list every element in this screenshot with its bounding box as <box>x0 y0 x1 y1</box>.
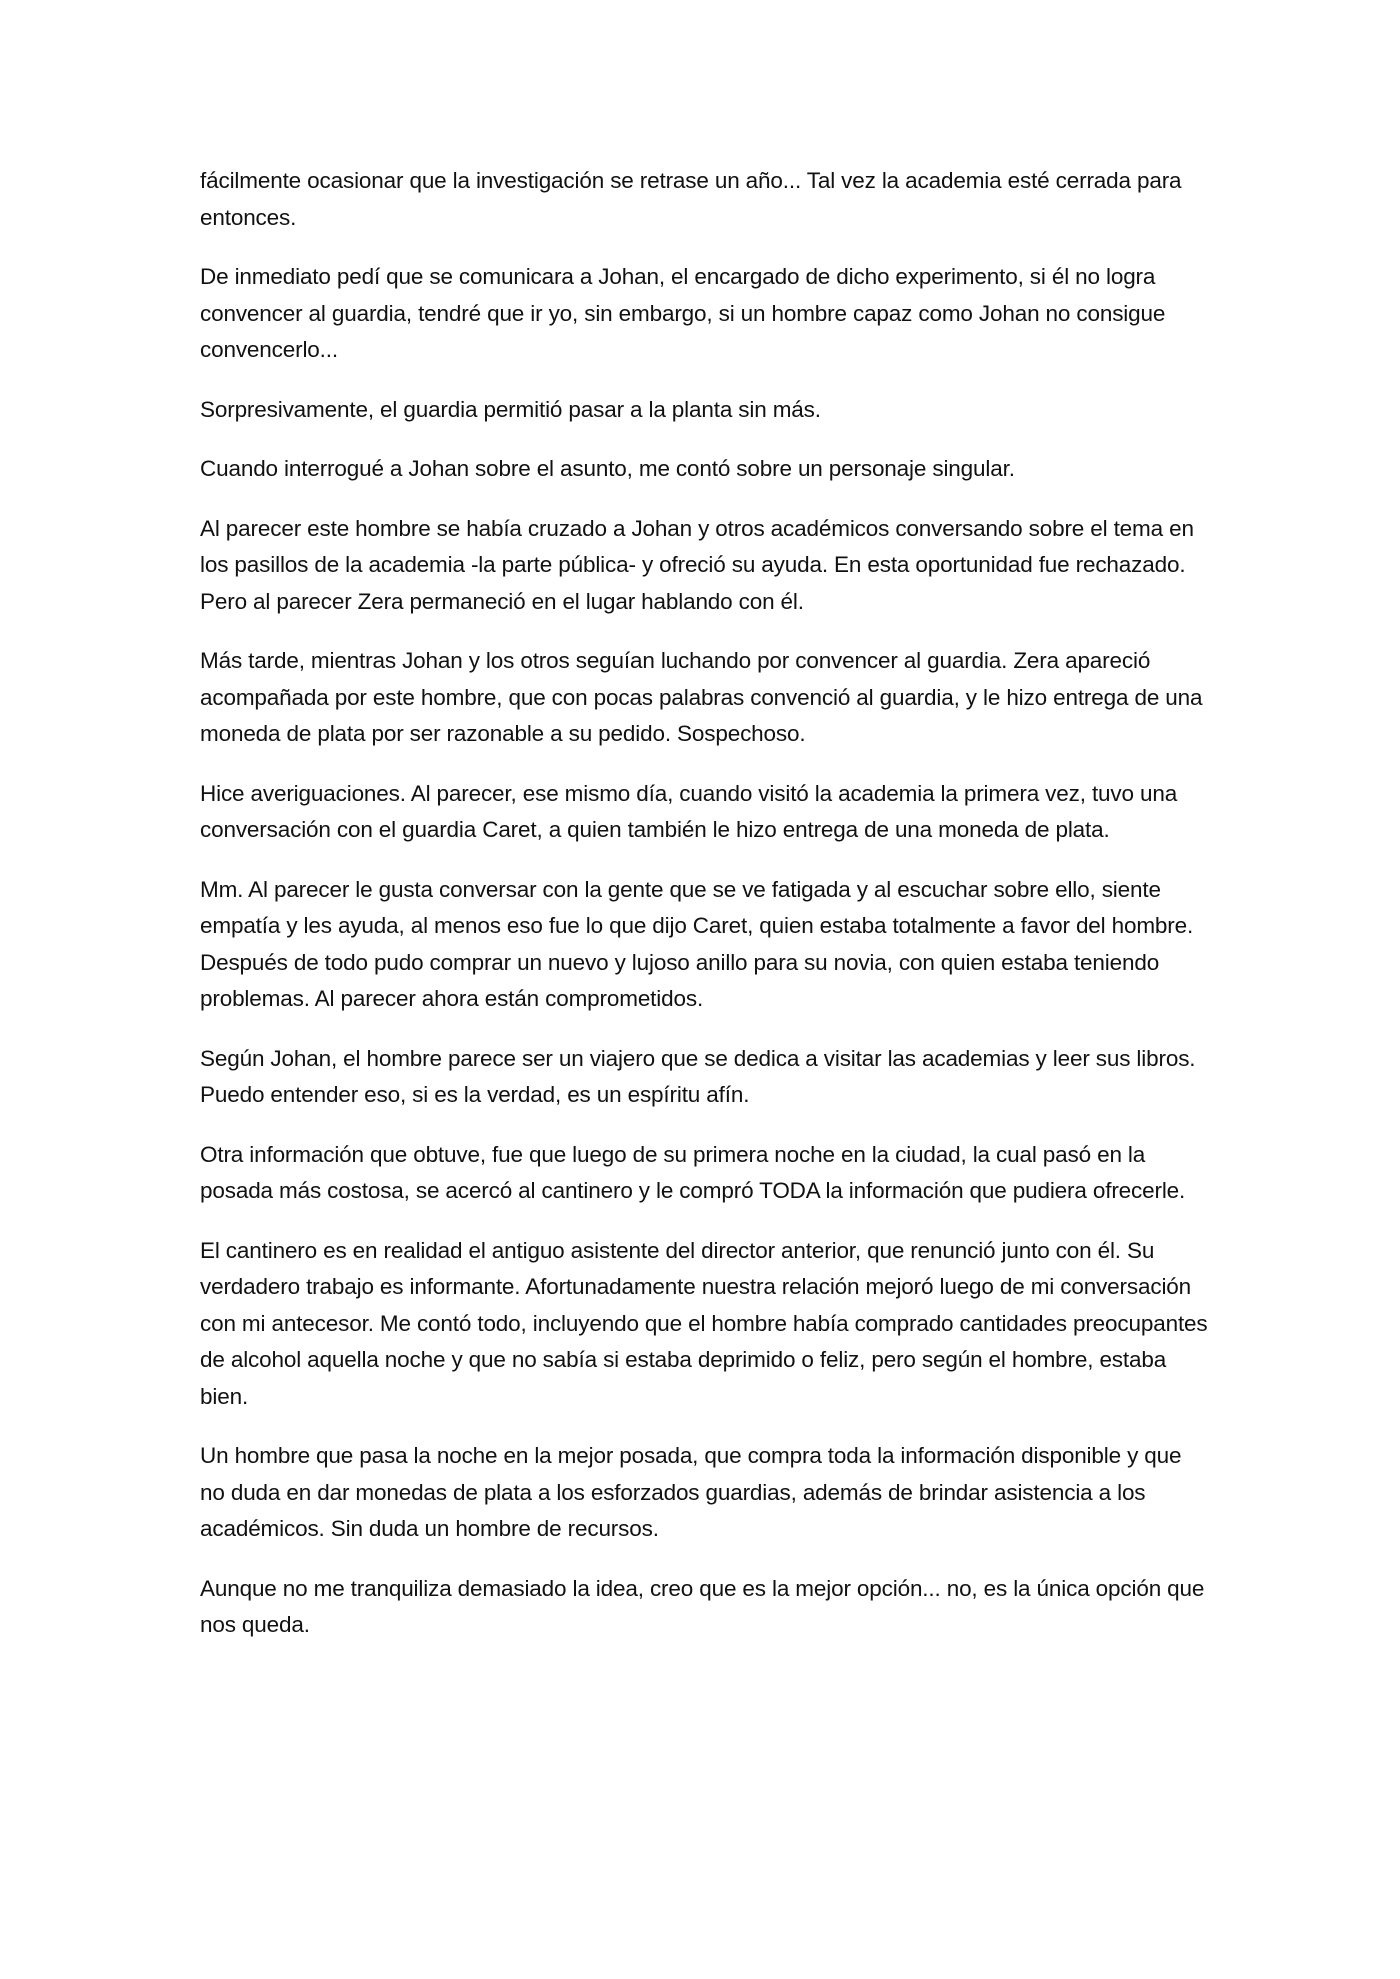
paragraph-11: El cantinero es en realidad el antiguo asistente del director anterior, que renunció junto con él. Su verdadero trabajo es informante. Afortunadamente nuestra relación mejoró luego de mi conversación con mi antecesor. Me contó todo, incluyendo que el hombre había comprado cantidades preocupantes de alcohol aquella noche y que no sabía si estaba deprimido o feliz, pero según el hombre, estaba bien. <box>200 1237 1208 1409</box>
paragraph-4: Cuando interrogué a Johan sobre el asunto, me contó sobre un personaje singular. <box>200 456 1015 481</box>
paragraph-3: Sorpresivamente, el guardia permitió pasar a la planta sin más. <box>200 396 821 422</box>
paragraph-5: Al parecer este hombre se había cruzado a Johan y otros académicos conversando sobre el tema en los pasillos de la academia -la parte pública- y ofreció su ayuda. En esta oportunidad fue rechazado. Pero al parecer Zera permaneció en el lugar hablando con él. <box>200 515 1194 614</box>
paragraph-8: Mm. Al parecer le gusta conversar con la gente que se ve fatigada y al escuchar sobre ello, siente empatía y les ayuda, al menos eso fue lo que dijo Caret, quien estaba totalmente a favor del hombre. Después de todo pudo comprar un nuevo y lujoso anillo para su novia, con quien estaba teniendo problemas. Al parecer ahora están comprometidos. <box>200 876 1194 1011</box>
paragraph-12: Un hombre que pasa la noche en la mejor posada, que compra toda la información disponible y que no duda en dar monedas de plata a los esforzados guardias, además de brindar asistencia a los académicos. Sin duda un hombre de recursos. <box>200 1443 1182 1541</box>
paragraph-13: Aunque no me tranquiliza demasiado la idea, creo que es la mejor opción... no, es la única opción que nos queda. <box>200 1575 1205 1637</box>
document-body <box>200 163 1210 1667</box>
paragraph-10: Otra información que obtuve, fue que luego de su primera noche en la ciudad, la cual pasó en la posada más costosa, se acercó al cantinero y le compró TODA la información que pudiera ofrecerle. <box>200 1141 1186 1203</box>
paragraph-6: Más tarde, mientras Johan y los otros seguían luchando por convencer al guardia. Zera apareció acompañada por este hombre, que con pocas palabras convenció al guardia, y le hizo entrega de una moneda de plata por ser razonable a su pedido. Sospechoso. <box>200 648 1203 746</box>
paragraph-1: fácilmente ocasionar que la investigación se retrase un año... Tal vez la academia esté cerrada para entonces. <box>200 168 1182 230</box>
paragraph-7: Hice averiguaciones. Al parecer, ese mismo día, cuando visitó la academia la primera vez, tuvo una conversación con el guardia Caret, a quien también le hizo entrega de una moneda de plata. <box>200 780 1178 842</box>
paragraph-2: De inmediato pedí que se comunicara a Johan, el encargado de dicho experimento, si él no logra convencer al guardia, tendré que ir yo, sin embargo, si un hombre capaz como Johan no consigue convencerlo... <box>200 264 1166 362</box>
paragraph-9: Según Johan, el hombre parece ser un viajero que se dedica a visitar las academias y leer sus libros. Puedo entender eso, si es la verdad, es un espíritu afín. <box>200 1045 1196 1107</box>
